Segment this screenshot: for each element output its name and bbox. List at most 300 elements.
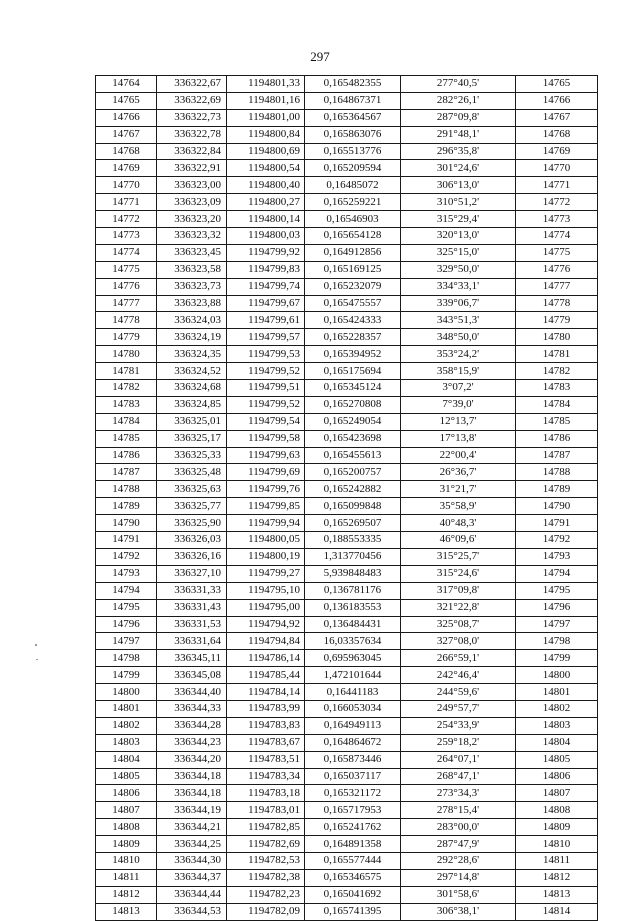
next-point-cell: 14798 bbox=[516, 633, 598, 650]
x-coordinate-cell: 336331,53 bbox=[157, 616, 227, 633]
point-number-cell: 14781 bbox=[96, 363, 157, 380]
point-number-cell: 14780 bbox=[96, 346, 157, 363]
y-coordinate-cell: 1194783,18 bbox=[227, 785, 305, 802]
distance-cell: 0,165037117 bbox=[305, 768, 401, 785]
table-row bbox=[96, 717, 598, 734]
point-number-cell: 14801 bbox=[96, 700, 157, 717]
distance-cell: 0,165041692 bbox=[305, 886, 401, 903]
next-point-cell: 14775 bbox=[516, 244, 598, 261]
table-row bbox=[96, 684, 598, 701]
point-number-cell: 14782 bbox=[96, 380, 157, 397]
next-point-cell: 14767 bbox=[516, 109, 598, 126]
table-row bbox=[96, 295, 598, 312]
distance-cell: 0,16485072 bbox=[305, 177, 401, 194]
point-number-cell: 14793 bbox=[96, 565, 157, 582]
point-number-cell: 14778 bbox=[96, 312, 157, 329]
y-coordinate-cell: 1194800,40 bbox=[227, 177, 305, 194]
y-coordinate-cell: 1194795,10 bbox=[227, 582, 305, 599]
direction-angle-cell: 325°15,0' bbox=[401, 244, 516, 261]
next-point-cell: 14791 bbox=[516, 515, 598, 532]
next-point-cell: 14807 bbox=[516, 785, 598, 802]
table-row bbox=[96, 751, 598, 768]
table-row bbox=[96, 768, 598, 785]
direction-angle-cell: 301°24,6' bbox=[401, 160, 516, 177]
table-row bbox=[96, 616, 598, 633]
distance-cell: 0,165482355 bbox=[305, 76, 401, 93]
direction-angle-cell: 287°47,9' bbox=[401, 836, 516, 853]
y-coordinate-cell: 1194801,00 bbox=[227, 109, 305, 126]
distance-cell: 0,165345124 bbox=[305, 380, 401, 397]
distance-cell: 16,03357634 bbox=[305, 633, 401, 650]
y-coordinate-cell: 1194794,92 bbox=[227, 616, 305, 633]
x-coordinate-cell: 336322,78 bbox=[157, 126, 227, 143]
next-point-cell: 14783 bbox=[516, 380, 598, 397]
y-coordinate-cell: 1194783,67 bbox=[227, 734, 305, 751]
next-point-cell: 14812 bbox=[516, 869, 598, 886]
point-number-cell: 14776 bbox=[96, 278, 157, 295]
direction-angle-cell: 315°24,6' bbox=[401, 565, 516, 582]
distance-cell: 0,165475557 bbox=[305, 295, 401, 312]
next-point-cell: 14805 bbox=[516, 751, 598, 768]
table-row bbox=[96, 76, 598, 93]
direction-angle-cell: 266°59,1' bbox=[401, 650, 516, 667]
distance-cell: 1,472101644 bbox=[305, 667, 401, 684]
y-coordinate-cell: 1194799,53 bbox=[227, 346, 305, 363]
direction-angle-cell: 296°35,8' bbox=[401, 143, 516, 160]
point-number-cell: 14805 bbox=[96, 768, 157, 785]
next-point-cell: 14795 bbox=[516, 582, 598, 599]
point-number-cell: 14799 bbox=[96, 667, 157, 684]
point-number-cell: 14811 bbox=[96, 869, 157, 886]
y-coordinate-cell: 1194799,92 bbox=[227, 244, 305, 261]
point-number-cell: 14788 bbox=[96, 481, 157, 498]
direction-angle-cell: 31°21,7' bbox=[401, 481, 516, 498]
next-point-cell: 14784 bbox=[516, 396, 598, 413]
point-number-cell: 14798 bbox=[96, 650, 157, 667]
next-point-cell: 14792 bbox=[516, 532, 598, 549]
y-coordinate-cell: 1194799,83 bbox=[227, 261, 305, 278]
x-coordinate-cell: 336323,32 bbox=[157, 228, 227, 245]
table-row bbox=[96, 802, 598, 819]
next-point-cell: 14811 bbox=[516, 852, 598, 869]
table-row bbox=[96, 532, 598, 549]
point-number-cell: 14807 bbox=[96, 802, 157, 819]
x-coordinate-cell: 336324,68 bbox=[157, 380, 227, 397]
direction-angle-cell: 315°25,7' bbox=[401, 548, 516, 565]
direction-angle-cell: 291°48,1' bbox=[401, 126, 516, 143]
distance-cell: 0,165241762 bbox=[305, 819, 401, 836]
y-coordinate-cell: 1194800,69 bbox=[227, 143, 305, 160]
table-row bbox=[96, 261, 598, 278]
x-coordinate-cell: 336344,18 bbox=[157, 768, 227, 785]
x-coordinate-cell: 336325,17 bbox=[157, 430, 227, 447]
direction-angle-cell: 249°57,7' bbox=[401, 700, 516, 717]
table-row bbox=[96, 599, 598, 616]
next-point-cell: 14776 bbox=[516, 261, 598, 278]
page-number: 297 bbox=[310, 49, 330, 64]
point-number-cell: 14802 bbox=[96, 717, 157, 734]
y-coordinate-cell: 1194799,52 bbox=[227, 396, 305, 413]
distance-cell: 0,165577444 bbox=[305, 852, 401, 869]
y-coordinate-cell: 1194800,05 bbox=[227, 532, 305, 549]
y-coordinate-cell: 1194800,84 bbox=[227, 126, 305, 143]
x-coordinate-cell: 336344,44 bbox=[157, 886, 227, 903]
direction-angle-cell: 301°58,6' bbox=[401, 886, 516, 903]
table-row bbox=[96, 852, 598, 869]
direction-angle-cell: 273°34,3' bbox=[401, 785, 516, 802]
scan-speck bbox=[35, 644, 37, 646]
x-coordinate-cell: 336327,10 bbox=[157, 565, 227, 582]
y-coordinate-cell: 1194783,01 bbox=[227, 802, 305, 819]
distance-cell: 0,165200757 bbox=[305, 464, 401, 481]
direction-angle-cell: 26°36,7' bbox=[401, 464, 516, 481]
distance-cell: 0,165209594 bbox=[305, 160, 401, 177]
next-point-cell: 14769 bbox=[516, 143, 598, 160]
x-coordinate-cell: 336344,40 bbox=[157, 684, 227, 701]
point-number-cell: 14810 bbox=[96, 852, 157, 869]
y-coordinate-cell: 1194783,34 bbox=[227, 768, 305, 785]
distance-cell: 0,165455613 bbox=[305, 447, 401, 464]
direction-angle-cell: 358°15,9' bbox=[401, 363, 516, 380]
direction-angle-cell: 35°58,9' bbox=[401, 498, 516, 515]
table-body bbox=[96, 76, 598, 921]
distance-cell: 0,165242882 bbox=[305, 481, 401, 498]
x-coordinate-cell: 336326,16 bbox=[157, 548, 227, 565]
distance-cell: 0,164912856 bbox=[305, 244, 401, 261]
distance-cell: 0,164867371 bbox=[305, 92, 401, 109]
point-number-cell: 14784 bbox=[96, 413, 157, 430]
next-point-cell: 14774 bbox=[516, 228, 598, 245]
next-point-cell: 14800 bbox=[516, 667, 598, 684]
distance-cell: 0,16441183 bbox=[305, 684, 401, 701]
x-coordinate-cell: 336324,52 bbox=[157, 363, 227, 380]
y-coordinate-cell: 1194784,14 bbox=[227, 684, 305, 701]
x-coordinate-cell: 336323,00 bbox=[157, 177, 227, 194]
distance-cell: 0,166053034 bbox=[305, 700, 401, 717]
x-coordinate-cell: 336344,20 bbox=[157, 751, 227, 768]
next-point-cell: 14781 bbox=[516, 346, 598, 363]
next-point-cell: 14814 bbox=[516, 903, 598, 920]
direction-angle-cell: 278°15,4' bbox=[401, 802, 516, 819]
direction-angle-cell: 325°08,7' bbox=[401, 616, 516, 633]
distance-cell: 0,165873446 bbox=[305, 751, 401, 768]
distance-cell: 0,165741395 bbox=[305, 903, 401, 920]
point-number-cell: 14786 bbox=[96, 447, 157, 464]
next-point-cell: 14802 bbox=[516, 700, 598, 717]
table-row bbox=[96, 886, 598, 903]
direction-angle-cell: 3°07,2' bbox=[401, 380, 516, 397]
table-row bbox=[96, 160, 598, 177]
x-coordinate-cell: 336323,20 bbox=[157, 211, 227, 228]
point-number-cell: 14772 bbox=[96, 211, 157, 228]
y-coordinate-cell: 1194799,69 bbox=[227, 464, 305, 481]
x-coordinate-cell: 336344,23 bbox=[157, 734, 227, 751]
table-row bbox=[96, 413, 598, 430]
y-coordinate-cell: 1194782,09 bbox=[227, 903, 305, 920]
table-row bbox=[96, 481, 598, 498]
point-number-cell: 14790 bbox=[96, 515, 157, 532]
point-number-cell: 14779 bbox=[96, 329, 157, 346]
direction-angle-cell: 12°13,7' bbox=[401, 413, 516, 430]
distance-cell: 0,165346575 bbox=[305, 869, 401, 886]
table-row bbox=[96, 396, 598, 413]
point-number-cell: 14813 bbox=[96, 903, 157, 920]
table-row bbox=[96, 126, 598, 143]
y-coordinate-cell: 1194799,58 bbox=[227, 430, 305, 447]
direction-angle-cell: 348°50,0' bbox=[401, 329, 516, 346]
distance-cell: 0,165259221 bbox=[305, 194, 401, 211]
x-coordinate-cell: 336325,77 bbox=[157, 498, 227, 515]
direction-angle-cell: 315°29,4' bbox=[401, 211, 516, 228]
distance-cell: 0,165232079 bbox=[305, 278, 401, 295]
direction-angle-cell: 317°09,8' bbox=[401, 582, 516, 599]
distance-cell: 0,136484431 bbox=[305, 616, 401, 633]
x-coordinate-cell: 336325,48 bbox=[157, 464, 227, 481]
direction-angle-cell: 242°46,4' bbox=[401, 667, 516, 684]
table-row bbox=[96, 109, 598, 126]
next-point-cell: 14799 bbox=[516, 650, 598, 667]
distance-cell: 0,165228357 bbox=[305, 329, 401, 346]
y-coordinate-cell: 1194799,51 bbox=[227, 380, 305, 397]
next-point-cell: 14779 bbox=[516, 312, 598, 329]
y-coordinate-cell: 1194801,16 bbox=[227, 92, 305, 109]
x-coordinate-cell: 336325,01 bbox=[157, 413, 227, 430]
direction-angle-cell: 287°09,8' bbox=[401, 109, 516, 126]
direction-angle-cell: 310°51,2' bbox=[401, 194, 516, 211]
point-number-cell: 14808 bbox=[96, 819, 157, 836]
y-coordinate-cell: 1194782,85 bbox=[227, 819, 305, 836]
x-coordinate-cell: 336331,43 bbox=[157, 599, 227, 616]
direction-angle-cell: 297°14,8' bbox=[401, 869, 516, 886]
point-number-cell: 14785 bbox=[96, 430, 157, 447]
y-coordinate-cell: 1194782,69 bbox=[227, 836, 305, 853]
x-coordinate-cell: 336325,33 bbox=[157, 447, 227, 464]
distance-cell: 0,165654128 bbox=[305, 228, 401, 245]
distance-cell: 0,165249054 bbox=[305, 413, 401, 430]
next-point-cell: 14771 bbox=[516, 177, 598, 194]
point-number-cell: 14777 bbox=[96, 295, 157, 312]
x-coordinate-cell: 336345,08 bbox=[157, 667, 227, 684]
point-number-cell: 14766 bbox=[96, 109, 157, 126]
x-coordinate-cell: 336344,19 bbox=[157, 802, 227, 819]
x-coordinate-cell: 336344,18 bbox=[157, 785, 227, 802]
table-row bbox=[96, 565, 598, 582]
point-number-cell: 14787 bbox=[96, 464, 157, 481]
table-row bbox=[96, 548, 598, 565]
coordinates-table bbox=[95, 75, 598, 921]
next-point-cell: 14777 bbox=[516, 278, 598, 295]
table-row bbox=[96, 734, 598, 751]
direction-angle-cell: 343°51,3' bbox=[401, 312, 516, 329]
x-coordinate-cell: 336322,84 bbox=[157, 143, 227, 160]
y-coordinate-cell: 1194799,94 bbox=[227, 515, 305, 532]
x-coordinate-cell: 336324,19 bbox=[157, 329, 227, 346]
y-coordinate-cell: 1194783,99 bbox=[227, 700, 305, 717]
next-point-cell: 14801 bbox=[516, 684, 598, 701]
y-coordinate-cell: 1194785,44 bbox=[227, 667, 305, 684]
next-point-cell: 14782 bbox=[516, 363, 598, 380]
x-coordinate-cell: 336344,53 bbox=[157, 903, 227, 920]
x-coordinate-cell: 336326,03 bbox=[157, 532, 227, 549]
direction-angle-cell: 254°33,9' bbox=[401, 717, 516, 734]
y-coordinate-cell: 1194800,03 bbox=[227, 228, 305, 245]
distance-cell: 0,165099848 bbox=[305, 498, 401, 515]
x-coordinate-cell: 336322,73 bbox=[157, 109, 227, 126]
direction-angle-cell: 22°00,4' bbox=[401, 447, 516, 464]
point-number-cell: 14812 bbox=[96, 886, 157, 903]
point-number-cell: 14770 bbox=[96, 177, 157, 194]
table-row bbox=[96, 363, 598, 380]
x-coordinate-cell: 336322,67 bbox=[157, 76, 227, 93]
table-row bbox=[96, 346, 598, 363]
table-row bbox=[96, 903, 598, 920]
y-coordinate-cell: 1194799,85 bbox=[227, 498, 305, 515]
point-number-cell: 14792 bbox=[96, 548, 157, 565]
next-point-cell: 14787 bbox=[516, 447, 598, 464]
direction-angle-cell: 339°06,7' bbox=[401, 295, 516, 312]
table-row bbox=[96, 869, 598, 886]
direction-angle-cell: 7°39,0' bbox=[401, 396, 516, 413]
point-number-cell: 14765 bbox=[96, 92, 157, 109]
table-row bbox=[96, 785, 598, 802]
table-row bbox=[96, 836, 598, 853]
point-number-cell: 14804 bbox=[96, 751, 157, 768]
next-point-cell: 14813 bbox=[516, 886, 598, 903]
point-number-cell: 14773 bbox=[96, 228, 157, 245]
distance-cell: 0,164891358 bbox=[305, 836, 401, 853]
direction-angle-cell: 259°18,2' bbox=[401, 734, 516, 751]
y-coordinate-cell: 1194799,76 bbox=[227, 481, 305, 498]
next-point-cell: 14796 bbox=[516, 599, 598, 616]
next-point-cell: 14772 bbox=[516, 194, 598, 211]
table-row bbox=[96, 582, 598, 599]
y-coordinate-cell: 1194800,19 bbox=[227, 548, 305, 565]
distance-cell: 0,136183553 bbox=[305, 599, 401, 616]
next-point-cell: 14766 bbox=[516, 92, 598, 109]
distance-cell: 0,165270808 bbox=[305, 396, 401, 413]
distance-cell: 0,165169125 bbox=[305, 261, 401, 278]
x-coordinate-cell: 336324,03 bbox=[157, 312, 227, 329]
table-row bbox=[96, 92, 598, 109]
y-coordinate-cell: 1194783,51 bbox=[227, 751, 305, 768]
x-coordinate-cell: 336345,11 bbox=[157, 650, 227, 667]
x-coordinate-cell: 336323,58 bbox=[157, 261, 227, 278]
y-coordinate-cell: 1194799,54 bbox=[227, 413, 305, 430]
x-coordinate-cell: 336344,28 bbox=[157, 717, 227, 734]
table-row bbox=[96, 498, 598, 515]
direction-angle-cell: 292°28,6' bbox=[401, 852, 516, 869]
direction-angle-cell: 320°13,0' bbox=[401, 228, 516, 245]
x-coordinate-cell: 336323,09 bbox=[157, 194, 227, 211]
y-coordinate-cell: 1194799,27 bbox=[227, 565, 305, 582]
x-coordinate-cell: 336323,88 bbox=[157, 295, 227, 312]
next-point-cell: 14785 bbox=[516, 413, 598, 430]
direction-angle-cell: 334°33,1' bbox=[401, 278, 516, 295]
next-point-cell: 14770 bbox=[516, 160, 598, 177]
y-coordinate-cell: 1194794,84 bbox=[227, 633, 305, 650]
point-number-cell: 14768 bbox=[96, 143, 157, 160]
direction-angle-cell: 244°59,6' bbox=[401, 684, 516, 701]
x-coordinate-cell: 336344,30 bbox=[157, 852, 227, 869]
next-point-cell: 14765 bbox=[516, 76, 598, 93]
y-coordinate-cell: 1194799,57 bbox=[227, 329, 305, 346]
table-row bbox=[96, 700, 598, 717]
table-row bbox=[96, 228, 598, 245]
point-number-cell: 14789 bbox=[96, 498, 157, 515]
distance-cell: 0,136781176 bbox=[305, 582, 401, 599]
direction-angle-cell: 306°38,1' bbox=[401, 903, 516, 920]
direction-angle-cell: 40°48,3' bbox=[401, 515, 516, 532]
x-coordinate-cell: 336344,21 bbox=[157, 819, 227, 836]
distance-cell: 0,165321172 bbox=[305, 785, 401, 802]
next-point-cell: 14808 bbox=[516, 802, 598, 819]
direction-angle-cell: 353°24,2' bbox=[401, 346, 516, 363]
distance-cell: 0,164949113 bbox=[305, 717, 401, 734]
direction-angle-cell: 282°26,1' bbox=[401, 92, 516, 109]
x-coordinate-cell: 336344,33 bbox=[157, 700, 227, 717]
point-number-cell: 14794 bbox=[96, 582, 157, 599]
x-coordinate-cell: 336322,69 bbox=[157, 92, 227, 109]
point-number-cell: 14774 bbox=[96, 244, 157, 261]
next-point-cell: 14794 bbox=[516, 565, 598, 582]
next-point-cell: 14773 bbox=[516, 211, 598, 228]
x-coordinate-cell: 336325,63 bbox=[157, 481, 227, 498]
direction-angle-cell: 264°07,1' bbox=[401, 751, 516, 768]
y-coordinate-cell: 1194800,14 bbox=[227, 211, 305, 228]
direction-angle-cell: 321°22,8' bbox=[401, 599, 516, 616]
distance-cell: 0,165717953 bbox=[305, 802, 401, 819]
point-number-cell: 14797 bbox=[96, 633, 157, 650]
y-coordinate-cell: 1194782,23 bbox=[227, 886, 305, 903]
table-row bbox=[96, 244, 598, 261]
x-coordinate-cell: 336331,33 bbox=[157, 582, 227, 599]
x-coordinate-cell: 336322,91 bbox=[157, 160, 227, 177]
y-coordinate-cell: 1194783,83 bbox=[227, 717, 305, 734]
direction-angle-cell: 268°47,1' bbox=[401, 768, 516, 785]
x-coordinate-cell: 336331,64 bbox=[157, 633, 227, 650]
y-coordinate-cell: 1194799,61 bbox=[227, 312, 305, 329]
distance-cell: 5,939848483 bbox=[305, 565, 401, 582]
table-row bbox=[96, 667, 598, 684]
next-point-cell: 14797 bbox=[516, 616, 598, 633]
point-number-cell: 14771 bbox=[96, 194, 157, 211]
next-point-cell: 14780 bbox=[516, 329, 598, 346]
next-point-cell: 14790 bbox=[516, 498, 598, 515]
table-row bbox=[96, 464, 598, 481]
x-coordinate-cell: 336344,37 bbox=[157, 869, 227, 886]
direction-angle-cell: 327°08,0' bbox=[401, 633, 516, 650]
table-row bbox=[96, 380, 598, 397]
point-number-cell: 14764 bbox=[96, 76, 157, 93]
y-coordinate-cell: 1194799,63 bbox=[227, 447, 305, 464]
y-coordinate-cell: 1194799,67 bbox=[227, 295, 305, 312]
direction-angle-cell: 46°09,6' bbox=[401, 532, 516, 549]
point-number-cell: 14809 bbox=[96, 836, 157, 853]
next-point-cell: 14786 bbox=[516, 430, 598, 447]
point-number-cell: 14806 bbox=[96, 785, 157, 802]
direction-angle-cell: 306°13,0' bbox=[401, 177, 516, 194]
table-row bbox=[96, 194, 598, 211]
scan-speck bbox=[36, 659, 38, 660]
next-point-cell: 14806 bbox=[516, 768, 598, 785]
y-coordinate-cell: 1194799,74 bbox=[227, 278, 305, 295]
table-row bbox=[96, 278, 598, 295]
distance-cell: 0,164864672 bbox=[305, 734, 401, 751]
direction-angle-cell: 329°50,0' bbox=[401, 261, 516, 278]
next-point-cell: 14793 bbox=[516, 548, 598, 565]
y-coordinate-cell: 1194800,27 bbox=[227, 194, 305, 211]
next-point-cell: 14810 bbox=[516, 836, 598, 853]
